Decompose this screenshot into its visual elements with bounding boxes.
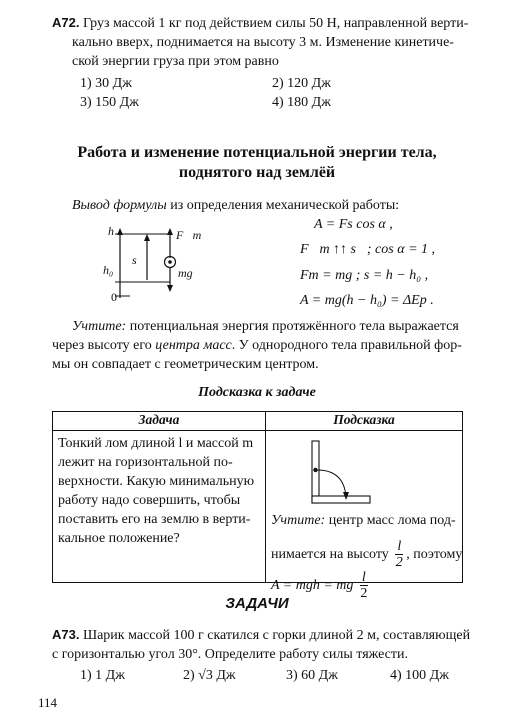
task-line: поставить его на землю в верти- [58, 512, 251, 527]
question-text-line: с горизонталью угол 30°. Определите работу силы тяжести. [52, 647, 409, 662]
question-text-line: ской энергии груза при этом равно [72, 54, 279, 69]
derivation-intro-text: из определения механической работы: [166, 198, 400, 213]
hint-table-hint-cell [266, 431, 463, 601]
fraction-denominator: 2 [360, 586, 368, 601]
hint-text: , поэтому [406, 547, 463, 563]
question-a73 [52, 625, 471, 664]
question-a72 [52, 13, 469, 71]
question-text-line: Груз массой 1 кг под действием силы 50 Н, направленной верти- [82, 16, 469, 31]
formula-result: A = mg(h − h₀) = ΔEp . [300, 293, 434, 308]
answer-option: 1) 1 Дж [80, 668, 125, 683]
problems-heading: ЗАДАЧИ [225, 595, 289, 612]
question-text-line: Шарик массой 100 г скатился с горки длиной 2 м, составляющей [82, 628, 471, 643]
hint-table [52, 411, 463, 601]
question-text-line: кально вверх, поднимается на высоту 3 м. Изменение кинетиче- [72, 35, 454, 50]
note-text: . У однородного тела правильной фор- [231, 338, 462, 353]
crowbar-diagram [310, 439, 372, 509]
answer-option: 4) 100 Дж [390, 668, 449, 683]
diagram-label-h: h [108, 224, 114, 238]
question-number: А72. [52, 15, 80, 30]
fraction-numerator: l [397, 539, 402, 554]
hint-line [271, 513, 456, 529]
note-lead: Учтите: [72, 319, 127, 334]
hint-table-header-hint: Подсказка [266, 412, 463, 431]
diagram-label-h0: h₀ [103, 263, 114, 277]
diagram-label-force: F⃗т [176, 228, 202, 242]
diagram-label-s: s⃗ [132, 253, 147, 267]
note-text: через высоту его [52, 338, 156, 353]
section-title-line: поднятого над землёй [178, 164, 336, 181]
question-number: А73. [52, 627, 80, 642]
answer-option: 3) 150 Дж [80, 95, 139, 110]
note-text: потенциальная энергия протяжённого тела выражается [126, 319, 459, 334]
formula-direction: F⃗т ↑↑ s⃗; cos α = 1 , [300, 242, 436, 257]
answer-option: 2) √3 Дж [183, 668, 236, 683]
diagram-label-mg: mg⃗ [178, 266, 202, 280]
task-line: работу надо совершить, чтобы [58, 493, 241, 508]
answer-option: 2) 120 Дж [272, 76, 331, 91]
fraction-numerator: l [361, 570, 366, 585]
hint-lead: Учтите: [271, 513, 326, 528]
note-emphasis: центра масс [155, 338, 232, 353]
task-line: верхности. Какую минимальную [58, 474, 255, 489]
answer-option: 3) 60 Дж [286, 668, 338, 683]
formula-work: A = Fs cos α , [314, 217, 393, 232]
answer-option: 4) 180 Дж [272, 95, 331, 110]
answer-option: 1) 30 Дж [80, 76, 132, 91]
task-line: лежит на горизонтальной по- [58, 455, 233, 470]
task-line: кальное положение? [58, 531, 180, 546]
page-number: 114 [38, 695, 58, 710]
note-text: мы он совпадает с геометрическим центром. [52, 357, 319, 372]
hint-table-caption: Подсказка к задаче [198, 385, 316, 400]
task-line: Тонкий лом длиной l и массой m [58, 436, 254, 451]
hint-table-task-cell [53, 431, 266, 583]
hint-table-header-task: Задача [53, 412, 266, 431]
derivation-intro-emphasis: Вывод формулы [72, 198, 167, 213]
formula-force-displacement: Fт = mg ; s = h − h₀ , [300, 268, 429, 283]
note-paragraph [52, 317, 464, 374]
hint-formula-text: A = mgh = mg [271, 578, 354, 594]
diagram-label-zero: 0 [111, 290, 117, 304]
hint-text: центр масс лома под- [325, 513, 456, 528]
height-fraction [395, 540, 403, 570]
section-title-line: Работа и изменение потенциальной энергии тела, [77, 144, 437, 161]
derivation-intro [72, 196, 399, 215]
hint-line [271, 540, 462, 570]
hint-text: нимается на высоту [271, 547, 389, 563]
fraction-denominator: 2 [395, 555, 403, 570]
